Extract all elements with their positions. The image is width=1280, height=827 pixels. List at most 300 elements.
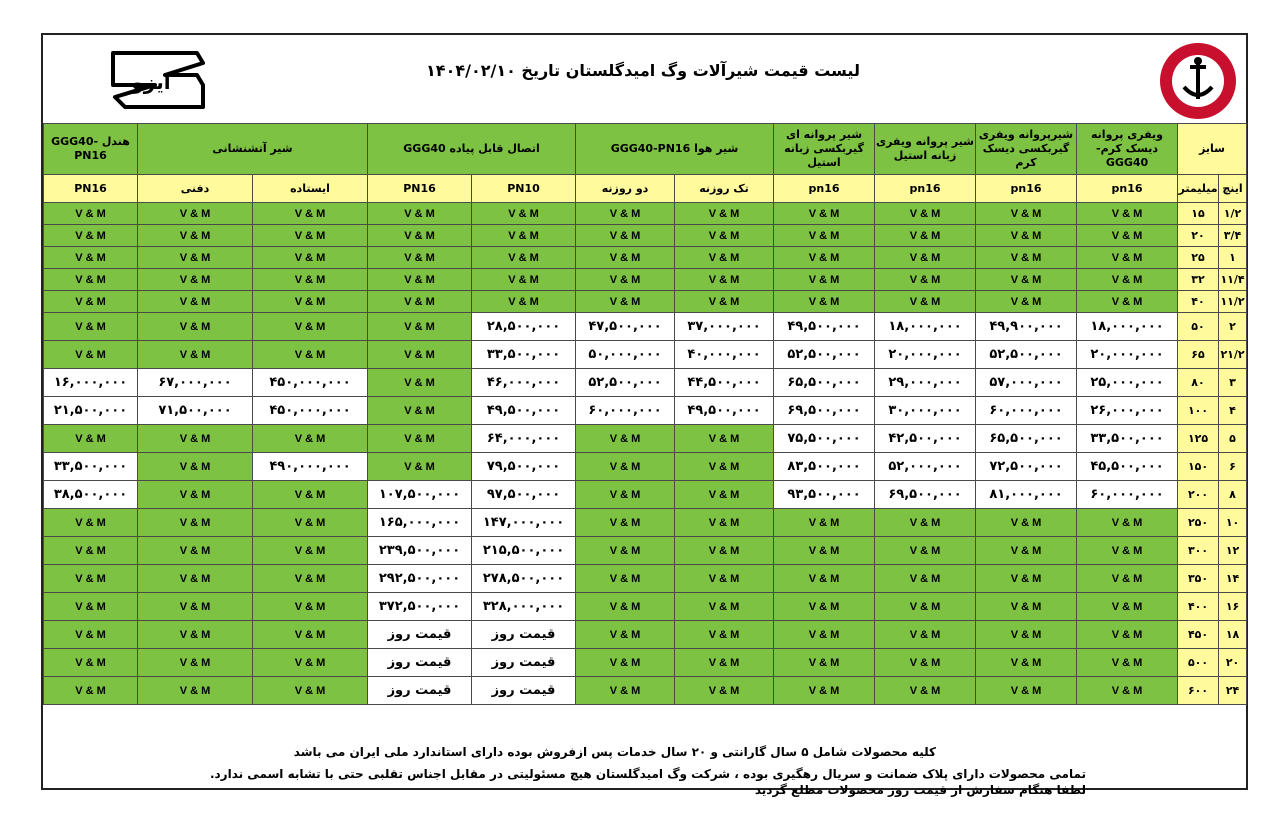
price-cell: ۲۶,۰۰۰,۰۰۰ (1077, 397, 1178, 425)
table-body (44, 203, 1247, 705)
table-row (44, 677, 1247, 705)
availability-cell: V & M (576, 291, 675, 313)
availability-cell: V & M (44, 313, 138, 341)
col-header-fire-hydrant: شیر آتشنشانی (138, 124, 368, 175)
availability-cell: V & M (138, 565, 253, 593)
table-row (44, 313, 1247, 341)
availability-cell: V & M (675, 621, 774, 649)
inch-header: اینچ (1219, 175, 1247, 203)
price-cell: ۵۰,۰۰۰,۰۰۰ (576, 341, 675, 369)
availability-cell: V & M (253, 225, 368, 247)
availability-cell: V & M (875, 565, 976, 593)
price-cell: ۶۰,۰۰۰,۰۰۰ (976, 397, 1077, 425)
availability-cell: V & M (875, 649, 976, 677)
size-mm-cell: ۴۵۰ (1178, 621, 1219, 649)
availability-cell: V & M (44, 269, 138, 291)
availability-cell: V & M (138, 649, 253, 677)
price-cell: ۳۸,۵۰۰,۰۰۰ (44, 481, 138, 509)
availability-cell: V & M (774, 247, 875, 269)
availability-cell: V & M (576, 537, 675, 565)
size-inch-cell: ۳/۴ (1219, 225, 1247, 247)
table-row (44, 291, 1247, 313)
size-inch-cell: ۱ (1219, 247, 1247, 269)
availability-cell: V & M (576, 425, 675, 453)
availability-cell: V & M (1077, 225, 1178, 247)
note-authenticity: تمامی محصولات دارای پلاک ضمانت و سریال رهگیری بوده ، شرکت وگ امیدگلستان هیچ مسئولیتی در مقابل اجناس تقلبی حتی با تشابه اسمی ندارد. (209, 767, 1086, 781)
availability-cell: V & M (576, 677, 675, 705)
price-cell: ۶۹,۵۰۰,۰۰۰ (875, 481, 976, 509)
sub-header: دفنی (138, 175, 253, 203)
sub-header: دو روزنه (576, 175, 675, 203)
price-cell: ۴۵۰,۰۰۰,۰۰۰ (253, 369, 368, 397)
price-cell: ۳۷۲,۵۰۰,۰۰۰ (368, 593, 472, 621)
price-cell: ۲۹,۰۰۰,۰۰۰ (875, 369, 976, 397)
price-cell: ۲۳۹,۵۰۰,۰۰۰ (368, 537, 472, 565)
size-mm-cell: ۱۵۰ (1178, 453, 1219, 481)
size-inch-cell: ۱۱/۴ (1219, 269, 1247, 291)
availability-cell: V & M (44, 247, 138, 269)
size-inch-cell: ۸ (1219, 481, 1247, 509)
availability-cell: V & M (774, 593, 875, 621)
availability-cell: V & M (675, 269, 774, 291)
svg-text:ایزو: ایزو (131, 70, 171, 94)
availability-cell: V & M (774, 203, 875, 225)
price-cell: ۴۶,۰۰۰,۰۰۰ (472, 369, 576, 397)
availability-cell: V & M (576, 453, 675, 481)
availability-cell: V & M (368, 269, 472, 291)
availability-cell: V & M (44, 225, 138, 247)
price-cell: ۲۹۲,۵۰۰,۰۰۰ (368, 565, 472, 593)
availability-cell: V & M (138, 453, 253, 481)
availability-cell: V & M (472, 291, 576, 313)
price-cell: ۴۴,۵۰۰,۰۰۰ (675, 369, 774, 397)
availability-cell: V & M (976, 621, 1077, 649)
availability-cell: V & M (253, 341, 368, 369)
availability-cell: V & M (675, 291, 774, 313)
price-cell: ۷۵,۵۰۰,۰۰۰ (774, 425, 875, 453)
price-cell: ۳۳,۵۰۰,۰۰۰ (472, 341, 576, 369)
availability-cell: V & M (675, 593, 774, 621)
availability-cell: V & M (774, 291, 875, 313)
table-row (44, 509, 1247, 537)
table-row (44, 537, 1247, 565)
availability-cell: V & M (774, 565, 875, 593)
price-cell: قیمت روز (368, 649, 472, 677)
price-cell: ۹۷,۵۰۰,۰۰۰ (472, 481, 576, 509)
price-cell: ۴۵,۵۰۰,۰۰۰ (1077, 453, 1178, 481)
price-cell: قیمت روز (472, 649, 576, 677)
availability-cell: V & M (875, 593, 976, 621)
availability-cell: V & M (576, 621, 675, 649)
availability-cell: V & M (253, 313, 368, 341)
availability-cell: V & M (253, 247, 368, 269)
table-row (44, 621, 1247, 649)
availability-cell: V & M (138, 203, 253, 225)
availability-cell: V & M (368, 341, 472, 369)
availability-cell: V & M (675, 509, 774, 537)
availability-cell: V & M (774, 649, 875, 677)
size-inch-cell: ۲۱/۲ (1219, 341, 1247, 369)
availability-cell: V & M (44, 593, 138, 621)
size-mm-cell: ۶۵ (1178, 341, 1219, 369)
availability-cell: V & M (1077, 649, 1178, 677)
availability-cell: V & M (675, 247, 774, 269)
availability-cell: V & M (675, 649, 774, 677)
availability-cell: V & M (675, 203, 774, 225)
price-cell: ۱۴۷,۰۰۰,۰۰۰ (472, 509, 576, 537)
availability-cell: V & M (138, 593, 253, 621)
size-inch-cell: ۱/۲ (1219, 203, 1247, 225)
availability-cell: V & M (576, 509, 675, 537)
table-row (44, 225, 1247, 247)
price-cell: ۶۰,۰۰۰,۰۰۰ (1077, 481, 1178, 509)
sub-header: pn16 (774, 175, 875, 203)
availability-cell: V & M (875, 247, 976, 269)
size-mm-cell: ۲۰۰ (1178, 481, 1219, 509)
availability-cell: V & M (976, 537, 1077, 565)
price-cell: ۱۶۵,۰۰۰,۰۰۰ (368, 509, 472, 537)
availability-cell: V & M (138, 291, 253, 313)
availability-cell: V & M (472, 269, 576, 291)
availability-cell: V & M (44, 509, 138, 537)
size-mm-cell: ۴۰ (1178, 291, 1219, 313)
price-cell: ۲۰,۰۰۰,۰۰۰ (1077, 341, 1178, 369)
availability-cell: V & M (253, 291, 368, 313)
availability-cell: V & M (44, 537, 138, 565)
availability-cell: V & M (774, 677, 875, 705)
table-row (44, 649, 1247, 677)
availability-cell: V & M (1077, 537, 1178, 565)
price-cell: ۸۱,۰۰۰,۰۰۰ (976, 481, 1077, 509)
size-inch-cell: ۶ (1219, 453, 1247, 481)
availability-cell: V & M (976, 269, 1077, 291)
price-cell: ۴۹,۵۰۰,۰۰۰ (675, 397, 774, 425)
availability-cell: V & M (675, 225, 774, 247)
table-row (44, 565, 1247, 593)
availability-cell: V & M (576, 649, 675, 677)
price-cell: ۴۹,۵۰۰,۰۰۰ (774, 313, 875, 341)
availability-cell: V & M (44, 565, 138, 593)
price-cell: قیمت روز (472, 621, 576, 649)
price-cell: ۹۳,۵۰۰,۰۰۰ (774, 481, 875, 509)
availability-cell: V & M (138, 247, 253, 269)
availability-cell: V & M (675, 453, 774, 481)
availability-cell: V & M (253, 203, 368, 225)
availability-cell: V & M (138, 509, 253, 537)
availability-cell: V & M (368, 291, 472, 313)
price-cell: ۶۵,۵۰۰,۰۰۰ (774, 369, 875, 397)
availability-cell: V & M (976, 291, 1077, 313)
availability-cell: V & M (576, 565, 675, 593)
footer-notes (43, 741, 1246, 807)
col-header-air-valve: شیر هوا GGG40-PN16 (576, 124, 774, 175)
availability-cell: V & M (368, 369, 472, 397)
price-table (43, 123, 1247, 705)
table-row (44, 247, 1247, 269)
company-anchor-logo (1158, 41, 1238, 121)
price-cell: ۳۲۸,۰۰۰,۰۰۰ (472, 593, 576, 621)
availability-cell: V & M (1077, 247, 1178, 269)
price-cell: ۶۵,۵۰۰,۰۰۰ (976, 425, 1077, 453)
table-row (44, 481, 1247, 509)
sub-header: PN16 (368, 175, 472, 203)
table-row (44, 203, 1247, 225)
price-cell: ۴۷,۵۰۰,۰۰۰ (576, 313, 675, 341)
size-mm-cell: ۴۰۰ (1178, 593, 1219, 621)
price-cell: ۶۷,۰۰۰,۰۰۰ (138, 369, 253, 397)
availability-cell: V & M (138, 481, 253, 509)
price-cell: ۲۵,۰۰۰,۰۰۰ (1077, 369, 1178, 397)
sub-header: PN16 (44, 175, 138, 203)
size-mm-cell: ۶۰۰ (1178, 677, 1219, 705)
table-row (44, 453, 1247, 481)
price-cell: ۲۱,۵۰۰,۰۰۰ (44, 397, 138, 425)
availability-cell: V & M (1077, 593, 1178, 621)
table-row (44, 425, 1247, 453)
price-cell: ۳۷,۰۰۰,۰۰۰ (675, 313, 774, 341)
note-daily-price: لطفا هنگام سفارش از قیمت روز محصولات مطلع گردید (754, 783, 1086, 797)
availability-cell: V & M (675, 481, 774, 509)
availability-cell: V & M (44, 677, 138, 705)
availability-cell: V & M (368, 453, 472, 481)
availability-cell: V & M (368, 247, 472, 269)
availability-cell: V & M (44, 291, 138, 313)
availability-cell: V & M (875, 509, 976, 537)
availability-cell: V & M (875, 225, 976, 247)
availability-cell: V & M (44, 425, 138, 453)
price-cell: ۶۹,۵۰۰,۰۰۰ (774, 397, 875, 425)
price-cell: ۲۸,۵۰۰,۰۰۰ (472, 313, 576, 341)
availability-cell: V & M (1077, 203, 1178, 225)
availability-cell: V & M (576, 269, 675, 291)
availability-cell: V & M (875, 269, 976, 291)
note-warranty: کلیه محصولات شامل ۵ سال گارانتی و ۲۰ سال خدمات پس ازفروش بوده دارای استاندارد ملی ایران می باشد (293, 745, 936, 759)
availability-cell: V & M (875, 621, 976, 649)
price-cell: ۵۲,۵۰۰,۰۰۰ (774, 341, 875, 369)
availability-cell: V & M (253, 621, 368, 649)
price-cell: ۵۷,۰۰۰,۰۰۰ (976, 369, 1077, 397)
standard-seal-logo (105, 45, 209, 117)
price-cell: ۴۹,۵۰۰,۰۰۰ (472, 397, 576, 425)
availability-cell: V & M (138, 537, 253, 565)
sub-header: تک روزنه (675, 175, 774, 203)
availability-cell: V & M (774, 509, 875, 537)
price-cell: ۲۷۸,۵۰۰,۰۰۰ (472, 565, 576, 593)
availability-cell: V & M (1077, 291, 1178, 313)
availability-cell: V & M (138, 425, 253, 453)
availability-cell: V & M (253, 481, 368, 509)
size-inch-cell: ۲۰ (1219, 649, 1247, 677)
price-cell: ۶۰,۰۰۰,۰۰۰ (576, 397, 675, 425)
availability-cell: V & M (138, 269, 253, 291)
table-row (44, 397, 1247, 425)
size-inch-cell: ۱۶ (1219, 593, 1247, 621)
availability-cell: V & M (44, 341, 138, 369)
price-cell: ۵۲,۵۰۰,۰۰۰ (576, 369, 675, 397)
price-cell: ۴۹۰,۰۰۰,۰۰۰ (253, 453, 368, 481)
sub-header: ایستاده (253, 175, 368, 203)
price-cell: ۱۸,۰۰۰,۰۰۰ (875, 313, 976, 341)
table-row (44, 269, 1247, 291)
price-cell: ۷۱,۵۰۰,۰۰۰ (138, 397, 253, 425)
availability-cell: V & M (976, 677, 1077, 705)
page-title: لیست قیمت شیرآلات وگ امیدگلستان تاریخ ۱۴۰۴/۰۲/۱۰ (426, 61, 860, 80)
size-mm-cell: ۸۰ (1178, 369, 1219, 397)
price-cell: ۴۲,۵۰۰,۰۰۰ (875, 425, 976, 453)
availability-cell: V & M (976, 565, 1077, 593)
mm-header: میلیمتر (1178, 175, 1219, 203)
availability-cell: V & M (472, 225, 576, 247)
price-cell: ۱۶,۰۰۰,۰۰۰ (44, 369, 138, 397)
availability-cell: V & M (774, 537, 875, 565)
availability-cell: V & M (976, 593, 1077, 621)
size-inch-cell: ۲ (1219, 313, 1247, 341)
size-inch-cell: ۱۴ (1219, 565, 1247, 593)
availability-cell: V & M (138, 341, 253, 369)
availability-cell: V & M (576, 247, 675, 269)
header (43, 35, 1246, 123)
table-row (44, 341, 1247, 369)
availability-cell: V & M (138, 313, 253, 341)
availability-cell: V & M (875, 291, 976, 313)
price-cell: ۳۰,۰۰۰,۰۰۰ (875, 397, 976, 425)
availability-cell: V & M (253, 593, 368, 621)
availability-cell: V & M (138, 225, 253, 247)
size-inch-cell: ۱۸ (1219, 621, 1247, 649)
availability-cell: V & M (253, 537, 368, 565)
availability-cell: V & M (138, 621, 253, 649)
price-cell: ۵۲,۰۰۰,۰۰۰ (875, 453, 976, 481)
availability-cell: V & M (472, 247, 576, 269)
availability-cell: V & M (368, 425, 472, 453)
size-mm-cell: ۱۰۰ (1178, 397, 1219, 425)
size-mm-cell: ۱۵ (1178, 203, 1219, 225)
price-cell: ۶۴,۰۰۰,۰۰۰ (472, 425, 576, 453)
price-cell: ۴۰,۰۰۰,۰۰۰ (675, 341, 774, 369)
availability-cell: V & M (253, 677, 368, 705)
size-inch-cell: ۵ (1219, 425, 1247, 453)
availability-cell: V & M (774, 621, 875, 649)
size-mm-cell: ۲۵ (1178, 247, 1219, 269)
price-cell: قیمت روز (368, 677, 472, 705)
price-cell: ۵۲,۵۰۰,۰۰۰ (976, 341, 1077, 369)
col-header-dismantling-joint: اتصال قابل پیاده GGG40 (368, 124, 576, 175)
availability-cell: V & M (472, 203, 576, 225)
availability-cell: V & M (253, 565, 368, 593)
price-cell: ۷۹,۵۰۰,۰۰۰ (472, 453, 576, 481)
size-inch-cell: ۳ (1219, 369, 1247, 397)
price-cell: قیمت روز (472, 677, 576, 705)
availability-cell: V & M (576, 203, 675, 225)
size-inch-cell: ۱۱/۲ (1219, 291, 1247, 313)
price-cell: ۴۹,۹۰۰,۰۰۰ (976, 313, 1077, 341)
col-header-gearbox-steel: شیر پروانه ای گیربکسی زبانه استیل (774, 124, 875, 175)
availability-cell: V & M (675, 677, 774, 705)
size-mm-cell: ۳۲ (1178, 269, 1219, 291)
availability-cell: V & M (576, 593, 675, 621)
availability-cell: V & M (875, 677, 976, 705)
price-cell: ۳۳,۵۰۰,۰۰۰ (44, 453, 138, 481)
table-row (44, 369, 1247, 397)
size-inch-cell: ۴ (1219, 397, 1247, 425)
availability-cell: V & M (774, 225, 875, 247)
price-cell: ۳۳,۵۰۰,۰۰۰ (1077, 425, 1178, 453)
availability-cell: V & M (138, 677, 253, 705)
sub-header: PN10 (472, 175, 576, 203)
col-header-wafer-steel: شیر پروانه ویفری زبانه استیل (875, 124, 976, 175)
sub-header: pn16 (976, 175, 1077, 203)
size-mm-cell: ۵۰ (1178, 313, 1219, 341)
availability-cell: V & M (1077, 621, 1178, 649)
availability-cell: V & M (44, 649, 138, 677)
availability-cell: V & M (875, 203, 976, 225)
availability-cell: V & M (253, 425, 368, 453)
size-mm-cell: ۳۰۰ (1178, 537, 1219, 565)
price-cell: ۱۸,۰۰۰,۰۰۰ (1077, 313, 1178, 341)
size-inch-cell: ۱۰ (1219, 509, 1247, 537)
availability-cell: V & M (774, 269, 875, 291)
col-header-wafer-worm: ویفری پروانه دیسک کرم-GGG40 (1077, 124, 1178, 175)
availability-cell: V & M (675, 537, 774, 565)
price-cell: ۴۵۰,۰۰۰,۰۰۰ (253, 397, 368, 425)
availability-cell: V & M (1077, 565, 1178, 593)
size-mm-cell: ۲۰ (1178, 225, 1219, 247)
price-cell: ۱۰۷,۵۰۰,۰۰۰ (368, 481, 472, 509)
price-cell: ۲۰,۰۰۰,۰۰۰ (875, 341, 976, 369)
availability-cell: V & M (976, 509, 1077, 537)
price-cell: ۸۳,۵۰۰,۰۰۰ (774, 453, 875, 481)
availability-cell: V & M (368, 203, 472, 225)
col-header-handle: هندل -GGG40 PN16 (44, 124, 138, 175)
availability-cell: V & M (368, 313, 472, 341)
availability-cell: V & M (253, 649, 368, 677)
availability-cell: V & M (368, 225, 472, 247)
price-cell: ۲۱۵,۵۰۰,۰۰۰ (472, 537, 576, 565)
availability-cell: V & M (1077, 509, 1178, 537)
availability-cell: V & M (1077, 677, 1178, 705)
availability-cell: V & M (368, 397, 472, 425)
price-cell: قیمت روز (368, 621, 472, 649)
size-mm-cell: ۵۰۰ (1178, 649, 1219, 677)
size-mm-cell: ۳۵۰ (1178, 565, 1219, 593)
availability-cell: V & M (44, 203, 138, 225)
availability-cell: V & M (253, 509, 368, 537)
sub-header: pn16 (875, 175, 976, 203)
availability-cell: V & M (253, 269, 368, 291)
availability-cell: V & M (576, 225, 675, 247)
availability-cell: V & M (976, 649, 1077, 677)
col-header-wafer-gearbox: شیرپروانه ویفری گیربکسی دیسک کرم (976, 124, 1077, 175)
availability-cell: V & M (875, 537, 976, 565)
availability-cell: V & M (675, 565, 774, 593)
availability-cell: V & M (1077, 269, 1178, 291)
price-list-sheet (41, 33, 1248, 797)
size-inch-cell: ۲۴ (1219, 677, 1247, 705)
size-group-header: سایز (1178, 124, 1247, 175)
sub-header: pn16 (1077, 175, 1178, 203)
availability-cell: V & M (976, 203, 1077, 225)
availability-cell: V & M (976, 247, 1077, 269)
price-cell: ۷۲,۵۰۰,۰۰۰ (976, 453, 1077, 481)
size-inch-cell: ۱۲ (1219, 537, 1247, 565)
table-row (44, 593, 1247, 621)
size-mm-cell: ۲۵۰ (1178, 509, 1219, 537)
availability-cell: V & M (576, 481, 675, 509)
size-mm-cell: ۱۲۵ (1178, 425, 1219, 453)
availability-cell: V & M (976, 225, 1077, 247)
availability-cell: V & M (675, 425, 774, 453)
availability-cell: V & M (44, 621, 138, 649)
